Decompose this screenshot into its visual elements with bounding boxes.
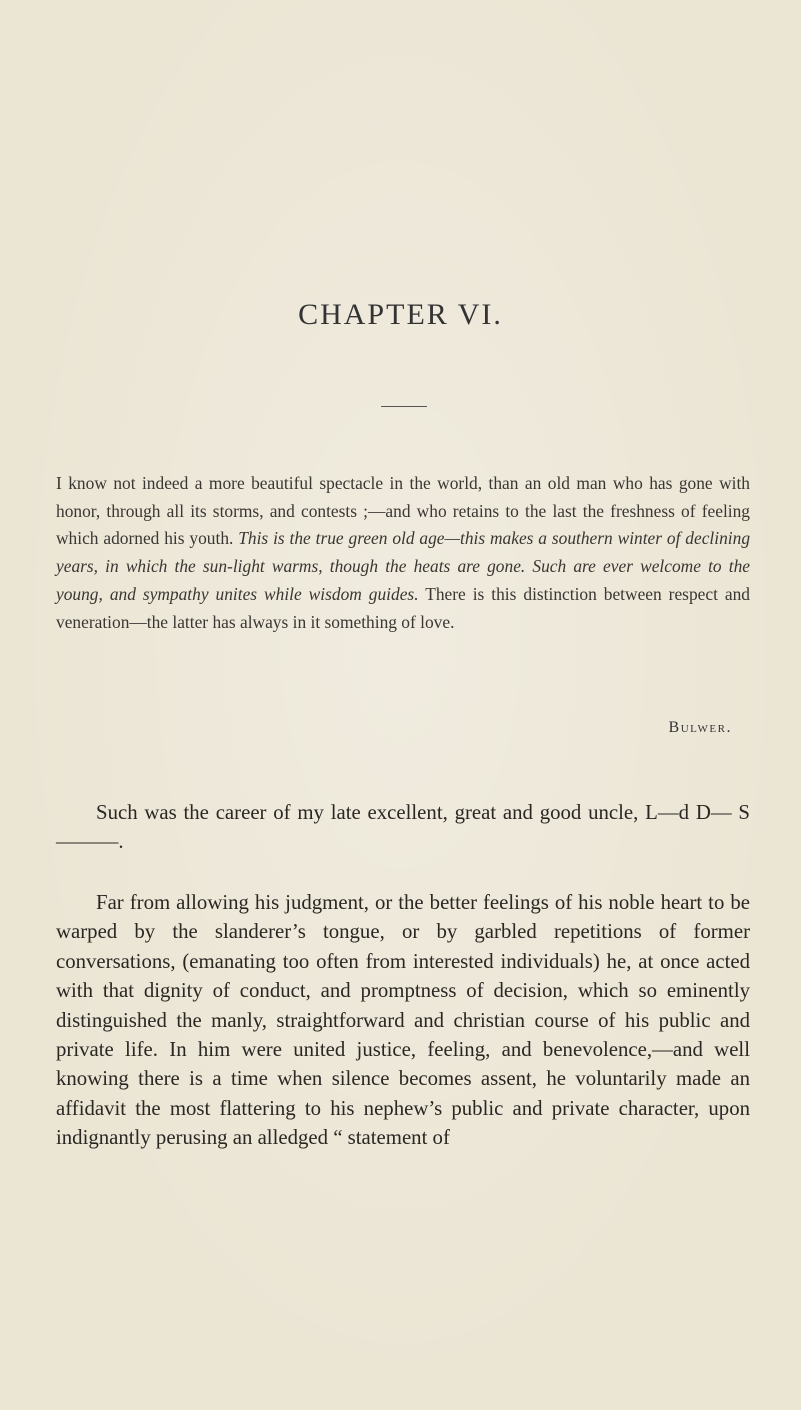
epigraph-attribution: Bulwer. <box>668 719 732 736</box>
chapter-title: CHAPTER VI. <box>298 298 503 331</box>
body-paragraph-2: Far from allowing his judgment, or the better feelings of his noble heart to be warped by the slanderer’s tongue, or by garbled repetitions of former conversations, (emanating too often from interested individuals) he, at once acted with that dignity of conduct, and promptness of decision, which so eminently distinguished the manly, straightforward and christian course of his public and private life. In him were united justice, feeling, and benevolence,—and well knowing there is a time when silence becomes assent, he voluntarily made an affidavit the most flattering to his nephew’s public and private character, upon indignantly perusing an alledged “ statement of <box>56 891 750 1150</box>
epigraph-text-plain-1: I know not indeed a more beautiful spectacle in the world, than an old man who has gone with honor, through all its storms, and contests ;—and who retains to the last the freshness of feeling which adorned his youth. <box>56 473 750 549</box>
title-divider <box>381 406 427 407</box>
epigraph-text-italic: This is the true green old age—this makes a southern winter of declining years, in which the sun-light warms, though the heats are gone. Such are ever welcome to the young, and sympathy unites while wisdom guides. <box>56 528 751 604</box>
body-paragraph-1: Such was the career of my late excellent, great and good uncle, L—d D— S———. <box>56 801 750 853</box>
epigraph-quote <box>56 470 750 636</box>
epigraph-text-plain-2: There is this distinction between respect and veneration—the latter has always in it something of love. <box>56 583 750 632</box>
